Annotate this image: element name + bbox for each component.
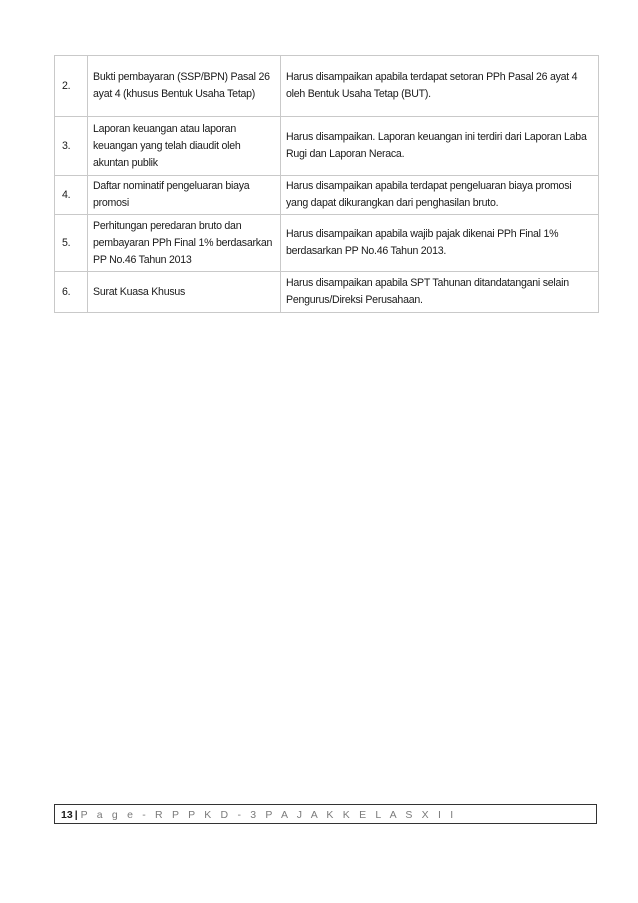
table-row [55,272,599,313]
footer-separator: | [74,809,78,821]
page-number: 13 [61,809,73,821]
document-description: Harus disampaikan apabila SPT Tahunan ditandatangani selain Pengurus/Direksi Perusahaan. [281,272,599,313]
document-name: Surat Kuasa Khusus [88,272,281,313]
footer-label: P a g e - R P P K D - 3 P A J A K K E L A S X I I [80,809,457,821]
page-footer [54,804,597,824]
row-number: 6. [55,272,88,313]
table-row [55,215,599,272]
document-name: Laporan keuangan atau laporan keuangan yang telah diaudit oleh akuntan publik [88,117,281,176]
document-description: Harus disampaikan apabila wajib pajak dikenai PPh Final 1% berdasarkan PP No.46 Tahun 2013. [281,215,599,272]
table-row [55,117,599,176]
document-name: Bukti pembayaran (SSP/BPN) Pasal 26 ayat 4 (khusus Bentuk Usaha Tetap) [88,56,281,117]
row-number: 5. [55,215,88,272]
document-name: Perhitungan peredaran bruto dan pembayaran PPh Final 1% berdasarkan PP No.46 Tahun 2013 [88,215,281,272]
table-row [55,56,599,117]
document-description: Harus disampaikan. Laporan keuangan ini terdiri dari Laporan Laba Rugi dan Laporan Neraca. [281,117,599,176]
document-name: Daftar nominatif pengeluaran biaya promosi [88,176,281,215]
row-number: 3. [55,117,88,176]
row-number: 4. [55,176,88,215]
document-description: Harus disampaikan apabila terdapat pengeluaran biaya promosi yang dapat dikurangkan dari penghasilan bruto. [281,176,599,215]
table-row [55,176,599,215]
requirements-table [54,55,599,313]
document-description: Harus disampaikan apabila terdapat setoran PPh Pasal 26 ayat 4 oleh Bentuk Usaha Tetap (BUT). [281,56,599,117]
row-number: 2. [55,56,88,117]
